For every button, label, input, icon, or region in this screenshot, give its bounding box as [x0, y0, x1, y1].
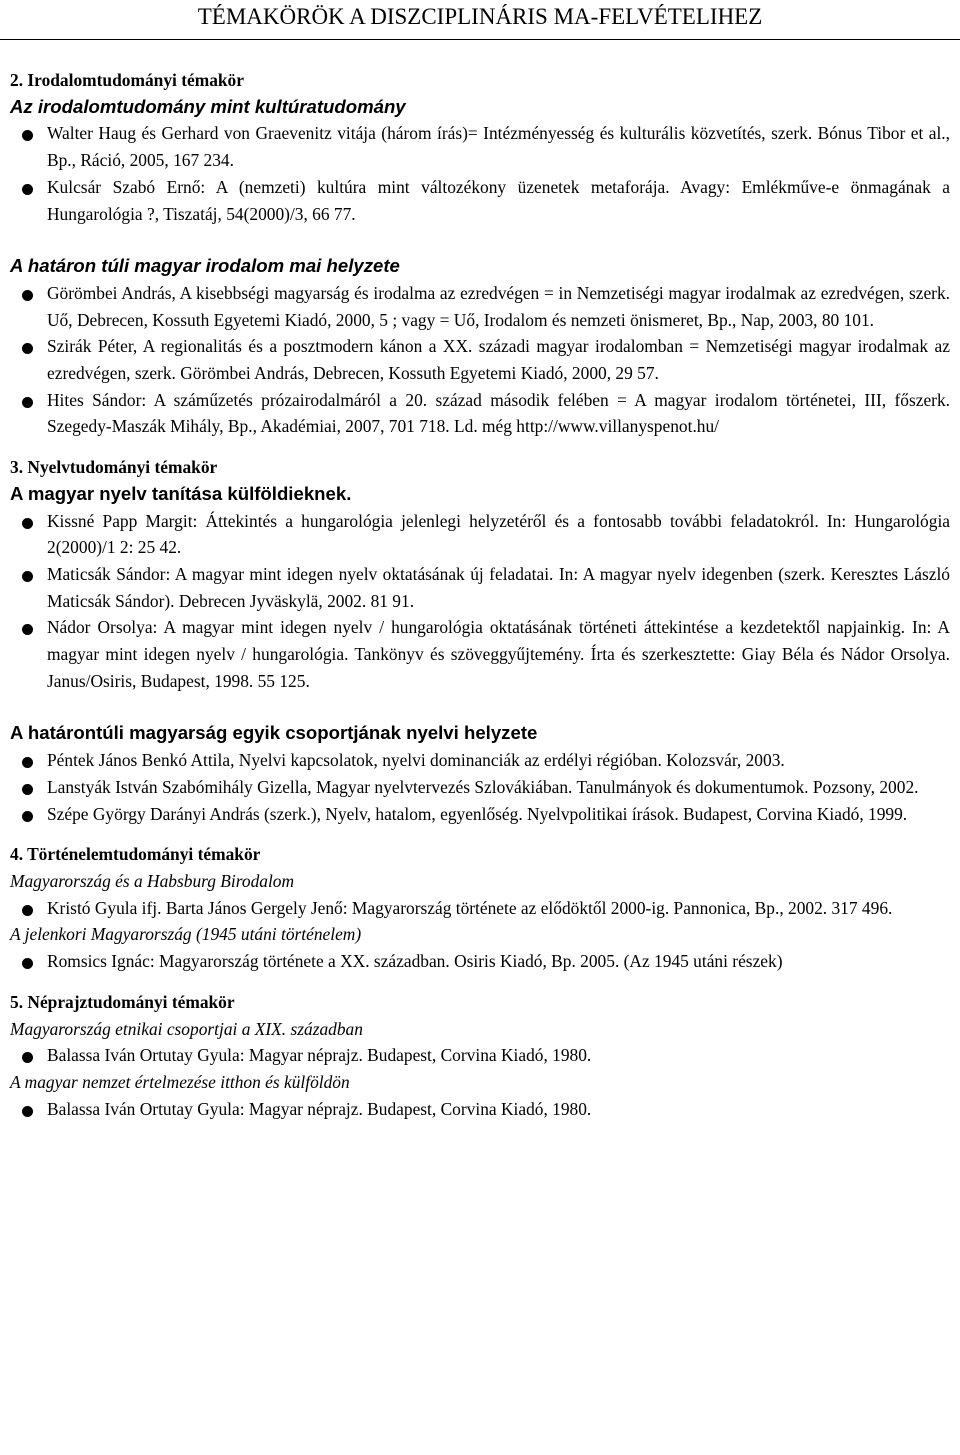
section-4-subheading-2: A jelenkori Magyarország (1945 utáni történelem) [10, 924, 362, 945]
list-item: Szirák Péter, A regionalitás és a posztmodern kánon a XX. századi magyar irodalomban = Nemzetiségi magyar irodalmak az ezredvégen, szerk. Görömbei András, Debrecen, Kossuth Egyetemi Kiadó, 2000, 29 57. [10, 333, 950, 386]
section-2-list-1 [10, 120, 950, 227]
list-item: Szépe György Darányi András (szerk.), Nyelv, hatalom, egyenlőség. Nyelvpolitikai írások. Budapest, Corvina Kiadó, 1999. [10, 801, 950, 828]
bullet-icon [22, 811, 33, 822]
section-5-list-2 [10, 1096, 950, 1123]
list-item: Romsics Ignác: Magyarország története a XX. században. Osiris Kiadó, Bp. 2005. (Az 1945 utáni részek) [10, 948, 950, 975]
section-3-subheading-2: A határontúli magyarság egyik csoportjának nyelvi helyzete [10, 722, 538, 744]
section-3-subheading-1: A magyar nyelv tanítása külföldieknek. [10, 482, 352, 504]
section-2-subheading-2: A határon túli magyar irodalom mai helyzete [10, 255, 400, 277]
list-item: Walter Haug és Gerhard von Graevenitz vitája (három írás)= Intézményesség és kulturális közvetítés, szerk. Bónus Tibor et al., Bp., Ráció, 2005, 167 234. [10, 120, 950, 173]
section-4-list-1 [10, 895, 950, 922]
section-4-heading: 4. Történelemtudományi témakör [10, 844, 261, 865]
page-header [0, 0, 960, 40]
section-5-subheading-1: Magyarország etnikai csoportjai a XIX. században [10, 1018, 363, 1039]
section-3-list-1 [10, 508, 950, 695]
list-item: Görömbei András, A kisebbségi magyarság és irodalma az ezredvégen = in Nemzetiségi magyar irodalmak az ezredvégen, szerk. Uő, Debrecen, Kossuth Egyetemi Kiadó, 2000, 5 ; vagy = Uő, Irodalom és nemzeti önismeret, Bp., Nap, 2003, 80 101. [10, 280, 950, 333]
section-5-list-1 [10, 1042, 950, 1069]
bullet-icon [22, 905, 33, 916]
bullet-icon [22, 624, 33, 635]
bullet-icon [22, 757, 33, 768]
section-4-list-2 [10, 948, 950, 975]
list-item: Balassa Iván Ortutay Gyula: Magyar néprajz. Budapest, Corvina Kiadó, 1980. [10, 1096, 950, 1123]
bullet-icon [22, 290, 33, 301]
section-2-list-2 [10, 280, 950, 440]
section-3-list-2 [10, 747, 950, 827]
section-4-subheading-1: Magyarország és a Habsburg Birodalom [10, 870, 295, 891]
bullet-icon [22, 130, 33, 141]
list-item: Hites Sándor: A száműzetés prózairodalmáról a 20. század második felében = A magyar irodalom történetei, III, főszerk. Szegedy-Maszák Mihály, Bp., Akadémiai, 2007, 701 718. Ld. még http://www.villanyspenot.hu/ [10, 387, 950, 440]
bullet-icon [22, 784, 33, 795]
bullet-icon [22, 397, 33, 408]
section-5-subheading-2: A magyar nemzet értelmezése itthon és külföldön [10, 1071, 350, 1092]
section-2-subheading-1: Az irodalomtudomány mint kultúratudomány [10, 95, 406, 117]
section-3-heading: 3. Nyelvtudományi témakör [10, 457, 218, 478]
bullet-icon [22, 571, 33, 582]
list-item: Balassa Iván Ortutay Gyula: Magyar néprajz. Budapest, Corvina Kiadó, 1980. [10, 1042, 950, 1069]
bullet-icon [22, 1106, 33, 1117]
bullet-icon [22, 518, 33, 529]
list-item: Kulcsár Szabó Ernő: A (nemzeti) kultúra mint változékony üzenetek metaforája. Avagy: Emlékműve-e önmagának a Hungarológia ?, Tiszatáj, 54(2000)/3, 66 77. [10, 174, 950, 227]
section-5-heading: 5. Néprajztudományi témakör [10, 991, 235, 1012]
list-item: Kissné Papp Margit: Áttekintés a hungarológia jelenlegi helyzetéről és a fontosabb további feladatokról. In: Hungarológia 2(2000)/1 2: 25 42. [10, 508, 950, 561]
list-item: Kristó Gyula ifj. Barta János Gergely Jenő: Magyarország története az elődöktől 2000-ig. Pannonica, Bp., 2002. 317 496. [10, 895, 950, 922]
section-2-heading: 2. Irodalomtudományi témakör [10, 70, 244, 90]
list-item: Lanstyák István Szabómihály Gizella, Magyar nyelvtervezés Szlovákiában. Tanulmányok és dokumentumok. Pozsony, 2002. [10, 774, 950, 801]
list-item: Péntek János Benkó Attila, Nyelvi kapcsolatok, nyelvi dominanciák az erdélyi régióban. Kolozsvár, 2003. [10, 747, 950, 774]
document-body [0, 40, 960, 1122]
list-item: Maticsák Sándor: A magyar mint idegen nyelv oktatásának új feladatai. In: A magyar nyelv idegenben (szerk. Keresztes László Maticsák Sándor). Debrecen Jyväskylä, 2002. 81 91. [10, 561, 950, 614]
page-title: TÉMAKÖRÖK A DISZCIPLINÁRIS MA-FELVÉTELIHEZ [197, 4, 763, 29]
bullet-icon [22, 343, 33, 354]
bullet-icon [22, 958, 33, 969]
bullet-icon [22, 1052, 33, 1063]
bullet-icon [22, 184, 33, 195]
list-item: Nádor Orsolya: A magyar mint idegen nyelv / hungarológia oktatásának történeti áttekintése a kezdetektől napjainkig. In: A magyar mint idegen nyelv / hungarológia. Tankönyv és szöveggyűjtemény. Írta és szerkesztette: Giay Béla és Nádor Orsolya. Janus/Osiris, Budapest, 1998. 55 125. [10, 614, 950, 694]
